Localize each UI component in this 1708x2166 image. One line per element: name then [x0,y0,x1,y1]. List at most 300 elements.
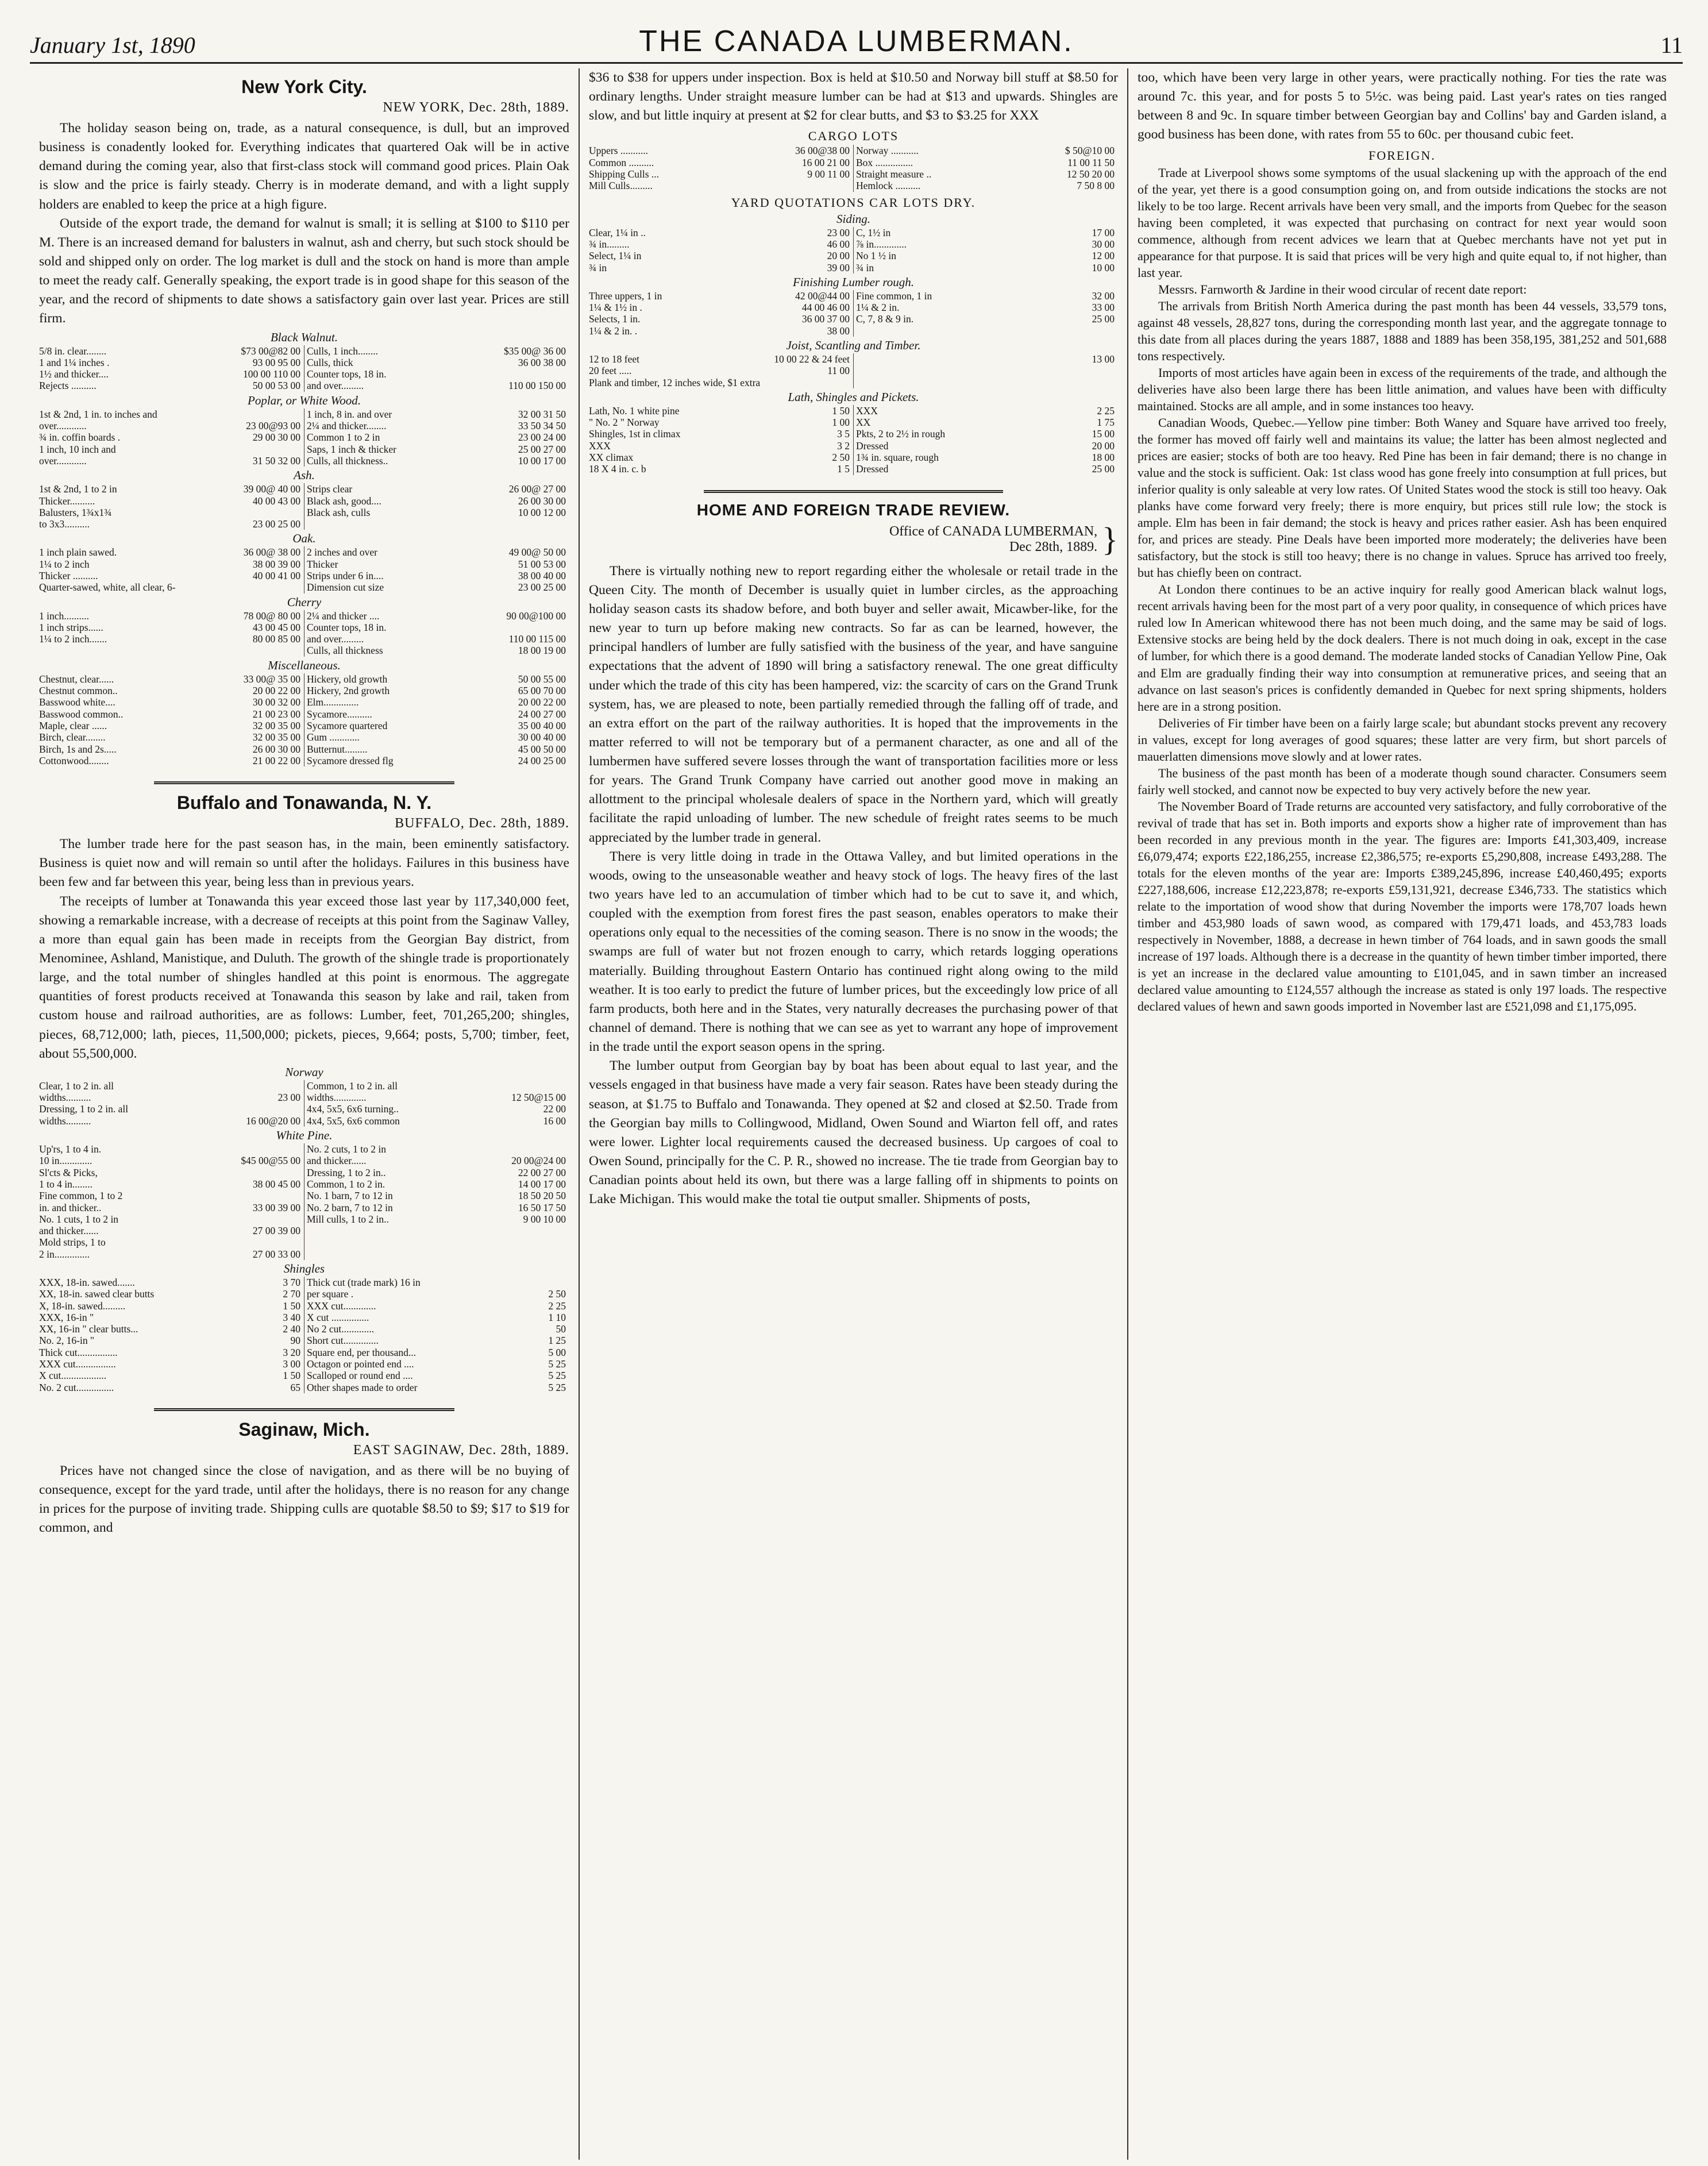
price-value: $73 00@82 00 [241,345,300,357]
price-item: 1 inch plain sawed. [39,546,117,558]
saginaw-paragraph-1: Prices have not changed since the close of navigation, and as there will be no buying of consequence, except for the yard trade, until after the holidays, there is no reason for any change in prices for the purpose of inviting trade. Shipping culls are quotable $8.50 to $9; $17 to $19 for common, and [39,1463,569,1536]
price-row [39,558,569,570]
price-item: Lath, No. 1 white pine [589,404,680,417]
price-value [214,408,304,420]
price-item: Elm.............. [304,696,479,708]
foreign-paragraph-7: Deliveries of Fir timber have been on a fairly large scale; but abundant stocks prevent any recovery in values, except for long averages of good squares; these latter are very firm, but short parcels of mauerlatten dimensions move slowly and at lower rates. [1138,715,1667,764]
brace-glyph: } [1102,520,1118,558]
price-row [39,1248,569,1260]
price-item: 1¼ to 2 inch....... [39,633,107,645]
price-value: 20 00 [827,250,850,262]
price-item: Black ash, good.... [304,495,479,507]
buffalo-paragraph-1: The lumber trade here for the past season has, in the main, been eminently satisfactory. Business is quiet now and will remain so until after the holidays. Failures in this business have been few and far between this year, being less than in previous years. [39,837,569,890]
price-item: 12 to 18 feet [589,353,639,365]
price-table [39,1143,569,1260]
price-item [853,353,1028,365]
price-table [589,405,1118,475]
price-row [39,1202,569,1213]
price-value: 1 5 [837,463,850,475]
price-row [39,1312,569,1323]
ny-paragraph-2: Outside of the export trade, the demand for walnut is small; it is selling at $100 to $110 per M. There is an increased demand for balusters in walnut, ash and cherry, but such stock should be sold and shipped only on order. The log market is dull and the stock on hand is more than ample to meet the ready calf. Generally speaking, the export trade is in good shape for this season of the year, and the record of shipments to date shows a satisfactory gain over last year. Prices are still firm. [39,215,569,326]
price-value: 45 00 50 00 [518,743,566,755]
price-subhead: Lath, Shingles and Pickets. [788,390,919,404]
price-item: No. 2 cut............... [39,1381,114,1393]
newspaper-title: THE CANADA LUMBERMAN. [639,25,1074,58]
price-row [589,227,1118,238]
price-item: Norway ........... [853,145,1028,156]
price-row [589,238,1118,250]
price-row [39,1190,569,1201]
office-date: Dec 28th, 1889. [1009,539,1098,554]
price-row [39,1178,569,1190]
price-value: 90 [290,1335,300,1347]
price-row [39,1347,569,1358]
price-item: No. 2 barn, 7 to 12 in [304,1202,479,1213]
price-row [39,495,569,507]
price-row [589,377,1118,388]
price-value: 11 00 11 50 [1067,156,1115,168]
price-item: Thicker [304,558,479,570]
home-paragraph-3: The lumber output from Georgian bay by boat has been about equal to last year, and the vessels engaged in that business have made a very fair season. Rates have been steady during the season, at $1.75 to Buffalo and Tonawanda. They opened at $2 and closed at $2.50. Trade from the Georgian bay mills to Collingwood, Midland, Owen Sound and Wiarton fell off, and rates were lower. Lighter local requirements caused the decreased business. Up cargoes of coal to Owen Sound, principally for the C. P. R., showed no increase. The tie trade from Georgian bay to Canadian points about held its own, but there was a large falling off in shipments to points on Lake Michigan. This would make the total tie output smaller. Shipments of posts, [589,1058,1118,1207]
price-subhead: Cherry [287,595,322,609]
price-item: XXX, 18-in. sawed....... [39,1277,135,1288]
price-value: 32 00 35 00 [252,731,300,743]
price-value [479,1248,569,1260]
price-row [39,633,569,645]
price-value: 42 00@44 00 [795,290,850,302]
price-item [853,365,1028,376]
price-value: 23 00 [277,1092,300,1104]
price-value [1028,377,1118,388]
price-item: Common, 1 to 2 in. [304,1178,479,1190]
section-rule [704,490,1003,493]
price-value: 3 70 [283,1277,300,1288]
price-value: 21 00 23 00 [252,708,300,720]
price-value: 40 00 41 00 [252,570,300,581]
price-item: Common, 1 to 2 in. all [304,1080,479,1092]
price-value: 27 00 39 00 [252,1225,300,1237]
price-row [589,452,1118,463]
price-value: 18 50 20 50 [518,1190,566,1202]
price-item: No. 2 cuts, 1 to 2 in [304,1143,479,1155]
price-table [39,673,569,766]
price-item: 1¾ in. square, rough [853,452,1028,463]
price-item: per square . [304,1288,479,1300]
price-item: XX [853,417,1028,428]
price-item: 18 X 4 in. c. b [589,463,646,475]
price-table [39,483,569,530]
price-item: No. 1 cuts, 1 to 2 in [39,1213,119,1225]
price-row [39,357,569,368]
price-value: 33 50 34 50 [518,420,566,432]
price-value: 110 00 115 00 [508,633,566,645]
price-subhead: White Pine. [276,1128,333,1143]
price-item: Sycamore dressed flg [304,755,479,766]
price-value [1028,365,1118,376]
price-item: Chestnut, clear...... [39,673,114,685]
price-subhead: Finishing Lumber rough. [793,275,914,289]
price-value: 10 00 [1092,261,1115,273]
section-rule [154,1408,454,1411]
price-item: 5/8 in. clear........ [39,345,107,357]
price-item: Quarter-sawed, white, all clear, 6- [39,581,176,593]
price-item: Thick cut (trade mark) 16 in [304,1277,479,1288]
price-item: 1¼ & 1½ in . [589,302,642,314]
columns [30,68,1683,2160]
issue-date: January 1st, 1890 [30,32,195,58]
price-item: No. 2, 16-in " [39,1335,95,1347]
price-value [214,1167,304,1178]
price-row [39,345,569,357]
ny-price-tables [39,330,569,767]
price-item: ⅞ in............. [853,238,1028,250]
price-value: 3 5 [837,428,850,440]
price-table [589,290,1118,337]
price-row [39,420,569,431]
price-value [764,180,854,191]
price-item: Sl'cts & Picks, [39,1166,98,1178]
price-row [39,622,569,633]
foreign-paragraph-3: The arrivals from British North America during the past month has been 44 vessels, 33,579 tons, against 48 vessels, 28,827 tons, during the corresponding month last year, and the aggregate tonnage to this date from all places during the years 1887, 1888 and 1889 has been 358,195, 381,252 and 501,688 tons respectively. [1138,298,1667,363]
price-value: 33 00 39 00 [252,1201,300,1213]
price-value: 36 00@ 38 00 [243,546,300,558]
price-value: 5 25 [548,1381,566,1393]
price-value: 44 00 46 00 [801,302,850,314]
price-item: Culls, 1 inch........ [304,345,479,357]
price-row [39,1323,569,1335]
price-item: to 3x3.......... [39,518,90,530]
price-value: 17 00 [1092,226,1115,238]
price-item: " No. 2 " Norway [589,417,660,429]
price-item: Three uppers, 1 in [589,290,662,302]
price-value: 16 00@20 00 [246,1115,300,1127]
price-value: 50 00 53 00 [252,380,300,392]
price-item: Select, 1¼ in [589,250,642,262]
price-value: 31 50 32 00 [252,454,300,467]
price-value: $ 50@10 00 [1065,145,1115,157]
price-value: 36 00 38 00 [518,356,566,368]
office-name: Office of CANADA LUMBERMAN, [889,523,1098,539]
price-table [39,610,569,657]
price-value [214,444,304,455]
price-value [214,1190,304,1201]
price-value: 1 50 [283,1370,300,1382]
office-dateline [589,520,1118,558]
price-item: in. and thicker.. [39,1201,102,1213]
price-item: Balusters, 1¾x1¾ [39,506,112,518]
price-item: No. 1 barn, 7 to 12 in [304,1190,479,1201]
price-value: 40 00 43 00 [252,495,300,507]
price-value: 38 00 39 00 [252,558,300,570]
price-value: 9 00 10 00 [523,1213,566,1225]
price-row [39,708,569,720]
price-value: 26 00@ 27 00 [508,483,566,495]
cargo-lots-table [589,145,1118,191]
price-row [39,546,569,558]
foreign-paragraph-4: Imports of most articles have again been in excess of the requirements of the trade, and although the deliveries have also been large there has been little animation, and values have been with difficulty maintained. Stocks are all ample, and in some instances too heavy. [1138,365,1667,413]
price-item [304,1225,479,1236]
price-value: 1 10 [548,1311,566,1323]
price-item: No 1 ½ in [853,250,1028,261]
price-row [589,250,1118,261]
price-row [39,1213,569,1225]
price-row [39,1382,569,1393]
price-item [853,377,1028,388]
price-subhead: Black Walnut. [270,330,338,344]
price-value: 80 00 85 00 [252,633,300,645]
price-value: 25 00 [1092,313,1115,325]
price-value: 33 00@ 35 00 [243,673,300,685]
price-item: 1 inch, 10 inch and [39,443,116,455]
price-item: 1¼ & 2 in. [853,302,1028,313]
price-item: ¾ in. coffin boards . [39,431,121,444]
price-value [479,1236,569,1248]
price-value: 65 [290,1381,300,1393]
price-value: 32 00 [1092,290,1115,302]
saginaw-dateline: EAST SAGINAW, Dec. 28th, 1889. [353,1442,569,1458]
price-row [589,405,1118,417]
price-value: 16 50 17 50 [518,1201,566,1213]
price-item: XXX cut................ [39,1358,116,1370]
price-item: Square end, per thousand... [304,1347,479,1358]
price-item: 2 inches and over [304,546,479,558]
price-item: Hickery, old growth [304,673,479,685]
price-table [39,408,569,467]
price-value: 39 00 [827,261,850,273]
price-value: 46 00 [827,238,850,250]
price-value: 2 50 [548,1288,566,1300]
price-item: Clear, 1 to 2 in. all [39,1080,114,1092]
price-subhead: Joist, Scantling and Timber. [786,338,921,352]
price-item: 10 in............. [39,1155,92,1167]
price-item: Other shapes made to order [304,1382,479,1393]
price-row [39,570,569,581]
price-item: Common 1 to 2 in [304,431,479,443]
price-value: 50 [556,1323,566,1335]
price-value: 2 50 [832,452,850,464]
price-item: Plank and timber, 12 inches wide, $1 extra [589,376,761,388]
price-item: 1st & 2nd, 1 to 2 in [39,483,117,495]
price-row [39,1370,569,1381]
price-value: 18 00 [1092,452,1115,464]
price-item: 1¼ to 2 inch [39,558,90,570]
price-value: 3 2 [837,440,850,452]
price-item: Counter tops, 18 in. [304,622,479,633]
price-item: Straight measure .. [853,168,1028,180]
price-item: 1 and 1¼ inches . [39,356,110,368]
price-value [479,1225,569,1236]
price-item: Gum ............ [304,731,479,743]
price-item: C, 7, 8 & 9 in. [853,313,1028,325]
price-value: 39 00@ 40 00 [243,483,300,495]
price-row [589,157,1118,168]
price-item: Basswood common.. [39,708,124,720]
price-value [214,1213,304,1225]
ny-paragraph-1: The holiday season being on, trade, as a natural consequence, is dull, but an improved business is conadently looked for. Everything indicates that quartered Oak will be in active demand during the coming year, also that first-class stock will command good prices. Plain Oak is slow and the price is fairly steady. Cherry is in moderate demand, and with a light supply holders are enabled to keep the price at a high figure. [39,121,569,212]
price-item: XX, 18-in. sawed clear butts [39,1288,155,1300]
price-item: 4x4, 5x5, 6x6 turning.. [304,1103,479,1115]
price-value: 23 00 25 00 [518,581,566,593]
price-item: and thicker...... [39,1225,99,1237]
price-subhead: Norway [285,1065,323,1079]
price-item: Octagon or pointed end .... [304,1358,479,1370]
price-item: Shipping Culls ... [589,168,660,180]
price-value: 65 00 70 00 [518,685,566,697]
price-value: 26 00 30 00 [252,743,300,755]
price-value: 3 20 [283,1346,300,1358]
price-item: Fine common, 1 in [853,290,1028,302]
price-item: Cottonwood........ [39,754,109,766]
price-row [589,353,1118,365]
price-value: 43 00 45 00 [252,621,300,633]
price-row [39,645,569,656]
price-row [589,168,1118,180]
price-item: Maple, clear ...... [39,719,107,731]
price-item: Hemlock .......... [853,180,1028,191]
price-item: XXX [853,405,1028,417]
cargo-lots-title: CARGO LOTS [808,129,899,144]
price-item: 1 inch strips...... [39,621,103,633]
price-value: 25 00 [1092,463,1115,475]
price-value: 93 00 95 00 [252,356,300,368]
price-value: 2 70 [283,1288,300,1300]
price-row [39,507,569,518]
price-row [39,673,569,685]
price-item: Thick cut................ [39,1346,118,1358]
price-item: C, 1½ in [853,227,1028,238]
price-value: 21 00 22 00 [252,754,300,766]
price-row [39,1115,569,1127]
price-item: Hickery, 2nd growth [304,685,479,696]
price-value: 51 00 53 00 [518,558,566,570]
price-value [479,1143,569,1155]
price-value [214,581,304,593]
price-value [479,1080,569,1092]
price-value: 9 00 11 00 [807,168,850,180]
price-table [39,546,569,593]
price-item: Mill culls, 1 to 2 in.. [304,1213,479,1225]
price-item: Short cut.............. [304,1335,479,1346]
price-value: 110 00 150 00 [508,380,566,392]
price-item: 1¼ & 2 in. . [589,325,638,337]
section-rule [154,781,454,784]
price-item: widths.......... [39,1115,91,1127]
price-value [479,368,569,380]
price-item: and over......... [304,380,479,391]
price-item: Dressing, 1 to 2 in. all [39,1103,129,1115]
price-row [39,1143,569,1155]
price-item: Chestnut common.. [39,685,118,697]
price-item [304,1248,479,1260]
price-row [39,581,569,593]
price-item: Rejects .......... [39,380,97,392]
masthead [30,23,1683,64]
price-item: Dressed [853,463,1028,475]
price-value: 32 00 31 50 [518,408,566,420]
price-row [39,1225,569,1236]
price-item: Common .......... [589,156,654,168]
price-value: 36 00@38 00 [795,145,850,157]
price-value: 32 00 35 00 [252,719,300,731]
price-row [39,1080,569,1092]
price-value: 30 00 [1092,238,1115,250]
price-item: over............ [39,454,87,467]
price-item: Butternut......... [304,743,479,755]
price-item: No 2 cut............. [304,1323,479,1335]
price-value: 23 00 24 00 [518,431,566,444]
price-table [589,227,1118,273]
price-item: X, 18-in. sawed......... [39,1300,126,1312]
price-value: $45 00@55 00 [241,1155,300,1167]
price-value: 12 00 [1092,250,1115,262]
price-table [589,353,1118,388]
price-item: ¾ in [853,262,1028,273]
price-row [39,408,569,420]
price-item [304,518,479,530]
foreign-paragraph-8: The business of the past month has been of a moderate though sound character. Consumers seem fairly well stocked, and cannot now be expected to buy very actively before the new year. [1138,765,1667,797]
price-item: Shingles, 1st in climax [589,428,681,440]
price-item: 1 inch.......... [39,610,90,622]
price-value: 78 00@ 80 00 [243,610,300,622]
home-paragraph-4: too, which have been very large in other years, were practically nothing. For ties the rate was around 7c. this year, and for posts 5 to 5½c. was being paid. Last year's rates on ties ranged between 8 and 9c. In square timber between Georgian bay and Collins' bay and Garden island, a good business has been done, with rates from 55 to 60c. per thousand cubic feet. [1138,70,1667,142]
price-value: 50 00 55 00 [518,673,566,685]
foreign-paragraph-2: Messrs. Farnworth & Jardine in their wood circular of recent date report: [1158,282,1527,296]
price-item: Box ............... [853,157,1028,168]
price-row [39,1277,569,1288]
price-value: 10 00 17 00 [518,454,566,467]
price-subhead: Poplar, or White Wood. [248,393,361,407]
price-value [479,622,569,633]
price-row [39,380,569,391]
price-item: 1 inch, 8 in. and over [304,408,479,420]
price-item: X cut ............... [304,1312,479,1323]
price-item: ¾ in......... [589,238,630,250]
price-value: 20 00@24 00 [511,1155,566,1167]
price-item: and thicker...... [304,1155,479,1166]
price-value: 20 00 [1092,440,1115,452]
price-value: 49 00@ 50 00 [508,546,566,558]
price-item: Birch, 1s and 2s..... [39,743,117,755]
price-item: 1 to 4 in........ [39,1178,92,1190]
price-subhead: Oak. [292,531,316,546]
price-item: Dressed [853,440,1028,452]
price-value: 18 00 19 00 [518,645,566,657]
price-item: Mold strips, 1 to [39,1236,106,1248]
price-value: 1 50 [832,404,850,417]
price-value: 20 00 22 00 [252,685,300,697]
price-row [589,313,1118,325]
price-row [39,1167,569,1178]
saginaw-paragraph-2: $36 to $38 for uppers under inspection. Box is held at $10.50 and Norway bill stuff at $8.50 for ordinary lengths. Under straight measure lumber can be had at $13 and upwards. Shingles are slow, and but little inquiry at present at $2 for clear butts, and $3 to $3.25 for XXX [589,70,1118,124]
price-item: over............ [39,420,87,432]
price-item: XXX [589,440,611,452]
price-row [39,368,569,380]
price-value [479,518,569,530]
price-item: 2¼ and thicker .... [304,610,479,622]
price-row [39,1103,569,1115]
price-row [589,365,1118,376]
price-row [39,1288,569,1300]
price-value: 5 00 [548,1346,566,1358]
price-value [764,377,854,388]
price-item: XXX, 16-in " [39,1311,94,1323]
price-value: 13 00 [1092,353,1115,365]
price-value: 23 00@93 00 [246,420,300,432]
price-value: 16 00 [543,1115,566,1127]
price-value: 26 00 30 00 [518,495,566,507]
price-row [39,455,569,467]
price-item: 1st & 2nd, 1 in. to inches and [39,408,157,420]
